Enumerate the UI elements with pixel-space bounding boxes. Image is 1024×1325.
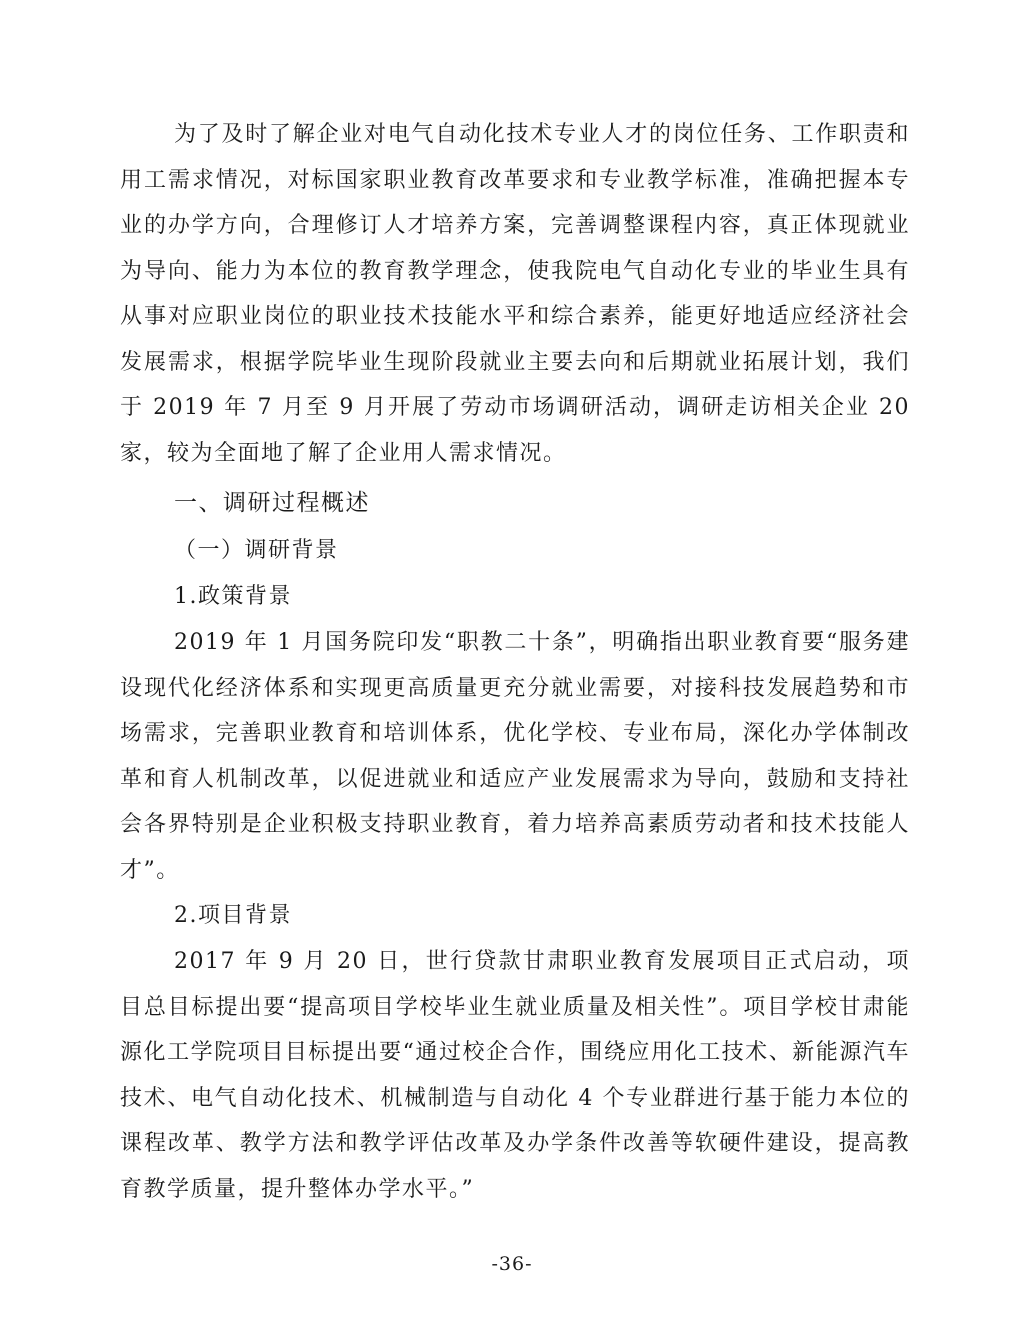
subsection-heading-survey-background: （一）调研背景 bbox=[174, 538, 339, 563]
policy-background-paragraph: 2019 年 1 月国务院印发“职教二十条”，明确指出职业教育要“服务建设现代化经济体系和实现更高质量更充分就业需要，对接科技发展趋势和市场需求，完善职业教育和培训体系，优化学校、专业布局，深化办学体制改革和育人机制改革，以促进就业和适应产业发展需求为导向，鼓励和支持社会各界特别是企业积极支持职业教育，着力培养高素质劳动者和技术技能人才”。 bbox=[120, 630, 910, 883]
item-heading-project-background: 2.项目背景 bbox=[174, 903, 292, 928]
document-body bbox=[120, 112, 910, 1212]
section-heading-survey-overview: 一、调研过程概述 bbox=[174, 490, 370, 516]
intro-paragraph: 为了及时了解企业对电气自动化技术专业人才的岗位任务、工作职责和用工需求情况，对标国家职业教育改革要求和专业教学标准，准确把握本专业的办学方向，合理修订人才培养方案，完善调整课程内容，真正体现就业为导向、能力为本位的教育教学理念，使我院电气自动化专业的毕业生具有从事对应职业岗位的职业技术技能水平和综合素养，能更好地适应经济社会发展需求，根据学院毕业生现阶段就业主要去向和后期就业拓展计划，我们于 2019 年 7 月至 9 月开展了劳动市场调研活动，调研走访相关企业 20 家，较为全面地了解了企业用人需求情况。 bbox=[120, 122, 910, 466]
page-number: -36- bbox=[491, 1253, 533, 1275]
project-background-paragraph: 2017 年 9 月 20 日，世行贷款甘肃职业教育发展项目正式启动，项目总目标提出要“提高项目学校毕业生就业质量及相关性”。项目学校甘肃能源化工学院项目目标提出要“通过校企合作，围绕应用化工技术、新能源汽车技术、电气自动化技术、机械制造与自动化 4 个专业群进行基于能力本位的课程改革、教学方法和教学评估改革及办学条件改善等软硬件建设，提高教育教学质量，提升整体办学水平。” bbox=[120, 949, 910, 1202]
item-heading-policy-background: 1.政策背景 bbox=[174, 584, 292, 609]
